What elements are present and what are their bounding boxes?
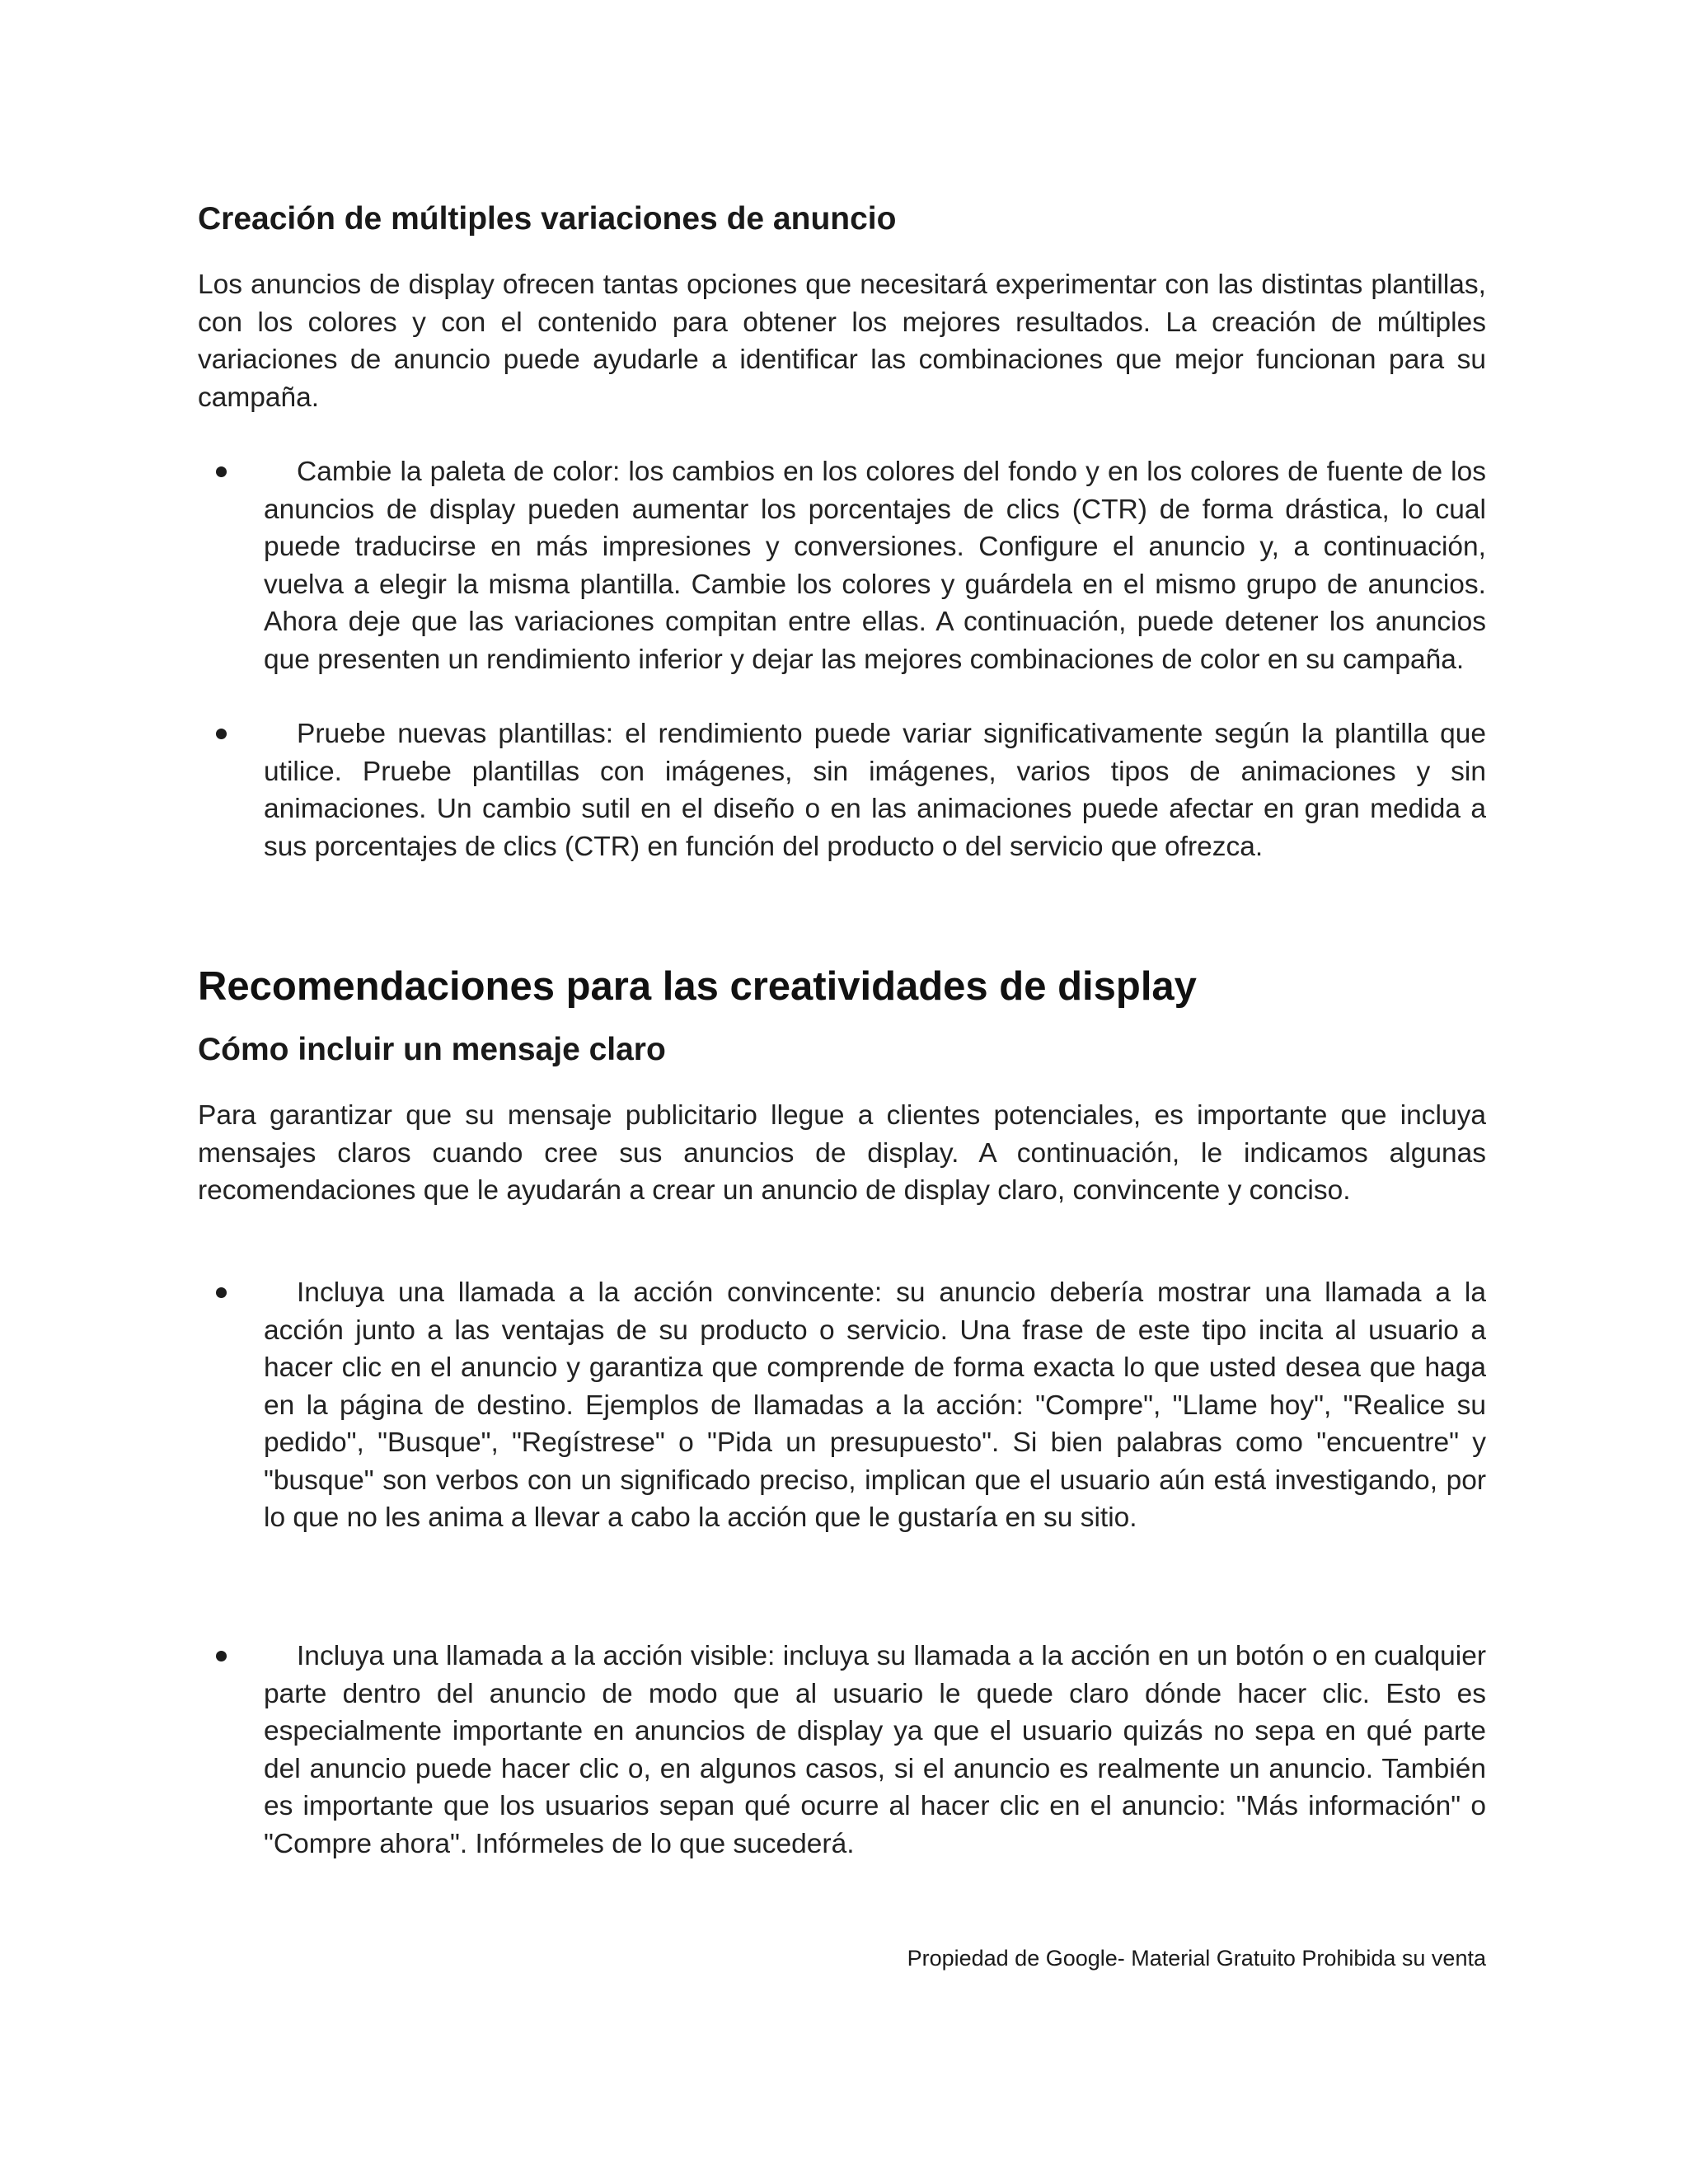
main-title-recomendaciones: Recomendaciones para las creatividades de display xyxy=(198,964,1197,1009)
bullet-text-nuevas-plantillas: Pruebe nuevas plantillas: el rendimiento puede variar significativamente según la plantilla que utilice. Pruebe plantillas con imágenes, sin imágenes, varios tipos de animaciones y sin animaciones. Un cambio sutil en el diseño o en las animaciones puede afectar en gran medida a sus porcentajes de clics (CTR) en función del producto o del servicio que ofrezca. xyxy=(264,719,1486,862)
list-item xyxy=(198,1638,1486,1863)
bullet-text-llamada-convincente: Incluya una llamada a la acción convincente: su anuncio debería mostrar una llamada a la acción junto a las ventajas de su producto o servicio. Una frase de este tipo incita al usuario a hacer clic en el anuncio y garantiza que comprende de forma exacta lo que usted desea que haga en la página de destino. Ejemplos de llamadas a la acción: "Compre", "Llame hoy", "Realice su pedido", "Busque", "Regístrese" o "Pida un presupuesto". Si bien palabras como "encuentre" y "busque" son verbos con un significado preciso, implican que el usuario aún está investigando, por lo que no les anima a llevar a cabo la acción que le gustaría en su sitio. xyxy=(264,1277,1486,1533)
bullet-icon xyxy=(216,729,227,739)
bullet-text-paleta-color: Cambie la paleta de color: los cambios en los colores del fondo y en los colores de fuente de los anuncios de display pueden aumentar los porcentajes de clics (CTR) de forma drástica, lo cual puede traducirse en más impresiones y conversiones. Configure el anuncio y, a continuación, vuelva a elegir la misma plantilla. Cambie los colores y guárdela en el mismo grupo de anuncios. Ahora deje que las variaciones compitan entre ellas. A continuación, puede detener los anuncios que presenten un rendimiento inferior y dejar las mejores combinaciones de color en su campaña. xyxy=(264,457,1486,675)
section-subtitle-mensaje-claro: Cómo incluir un mensaje claro xyxy=(198,1032,666,1067)
list-item xyxy=(198,453,1486,678)
list-item xyxy=(198,1274,1486,1537)
list-item xyxy=(198,715,1486,865)
intro-paragraph-mensaje-claro: Para garantizar que su mensaje publicitario llegue a clientes potenciales, es importante que incluya mensajes claros cuando cree sus anuncios de display. A continuación, le indicamos algunas recomendaciones que le ayudarán a crear un anuncio de display claro, convincente y conciso. xyxy=(198,1100,1486,1206)
bullet-icon xyxy=(216,1651,227,1661)
page-footer: Propiedad de Google- Material Gratuito Prohibida su venta xyxy=(907,1946,1486,1971)
section-title-variaciones: Creación de múltiples variaciones de anuncio xyxy=(198,201,897,237)
bullet-icon xyxy=(216,1287,227,1298)
intro-paragraph-variaciones: Los anuncios de display ofrecen tantas opciones que necesitará experimentar con las distintas plantillas, con los colores y con el contenido para obtener los mejores resultados. La creación de múltiples variaciones de anuncio puede ayudarle a identificar las combinaciones que mejor funcionan para su campaña. xyxy=(198,269,1486,413)
bullet-text-llamada-visible: Incluya una llamada a la acción visible: incluya su llamada a la acción en un botón o en cualquier parte dentro del anuncio de modo que al usuario le quede claro dónde hacer clic. Esto es especialmente importante en anuncios de display ya que el usuario quizás no sepa en qué parte del anuncio puede hacer clic o, en algunos casos, si el anuncio es realmente un anuncio. También es importante que los usuarios sepan qué ocurre al hacer clic en el anuncio: "Más información" o "Compre ahora". Infórmeles de lo que sucederá. xyxy=(264,1641,1486,1859)
bullet-icon xyxy=(216,466,227,477)
